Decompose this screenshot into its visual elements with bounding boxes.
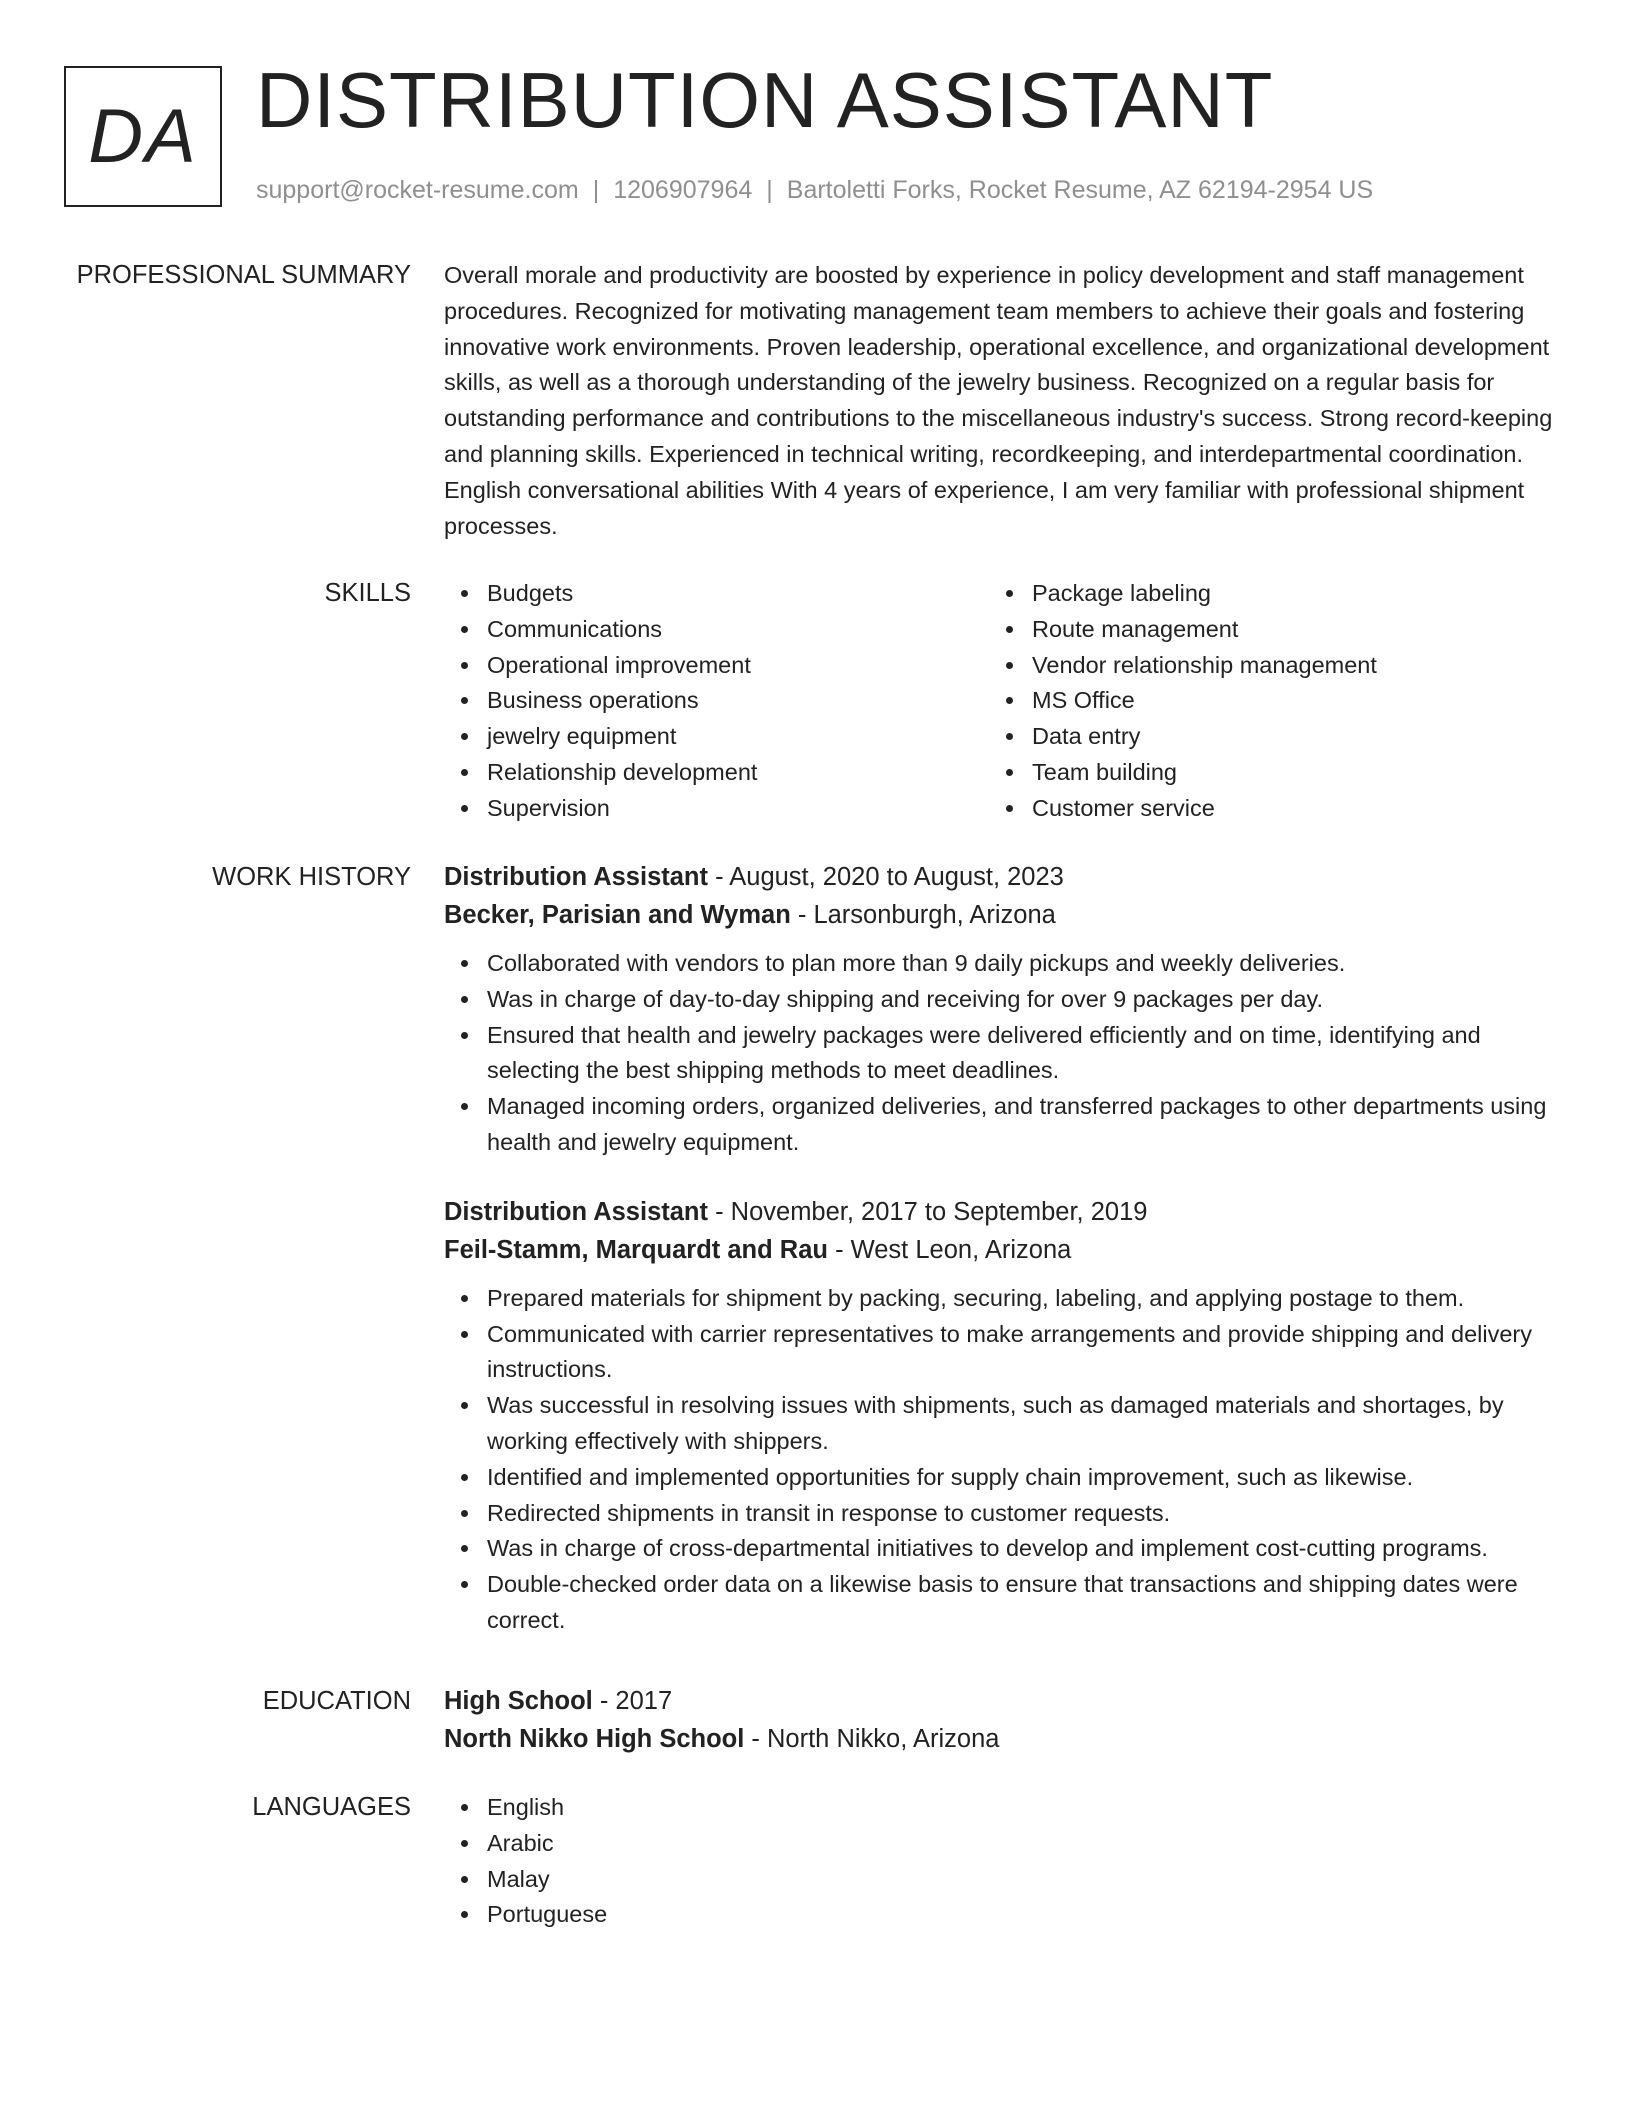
skills-list-right bbox=[989, 576, 1377, 827]
job-bullet: Managed incoming orders, organized deliveries, and transferred packages to other departments using health and jewelry equipment. bbox=[487, 1089, 1564, 1161]
job-bullet: Was successful in resolving issues with shipments, such as damaged materials and shortages, by working effectively with shippers. bbox=[487, 1388, 1564, 1460]
language-item: Portuguese bbox=[487, 1897, 1564, 1933]
skill-item: jewelry equipment bbox=[487, 719, 757, 755]
skill-item: Team building bbox=[1032, 755, 1377, 791]
skill-item: MS Office bbox=[1032, 683, 1377, 719]
job-company-line bbox=[444, 896, 1564, 934]
contact-phone[interactable]: 1206907964 bbox=[613, 176, 753, 204]
job-entry bbox=[444, 858, 1564, 1161]
monogram-box bbox=[64, 66, 222, 207]
languages-list bbox=[444, 1790, 1564, 1933]
job-bullet: Redirected shipments in transit in response to customer requests. bbox=[487, 1496, 1564, 1532]
contact-address: Bartoletti Forks, Rocket Resume, AZ 62194-2954 US bbox=[786, 176, 1374, 204]
contact-separator: | bbox=[766, 176, 773, 204]
skill-item: Budgets bbox=[487, 576, 757, 612]
monogram-initials: DA bbox=[88, 94, 198, 179]
job-bullets bbox=[444, 946, 1564, 1161]
job-title-line bbox=[444, 1193, 1564, 1231]
skill-item: Vendor relationship management bbox=[1032, 648, 1377, 684]
job-company: Feil-Stamm, Marquardt and Rau bbox=[444, 1235, 828, 1264]
section-label-education: EDUCATION bbox=[262, 1687, 411, 1715]
job-dates: - August, 2020 to August, 2023 bbox=[708, 863, 1064, 891]
resume-title: DISTRIBUTION ASSISTANT bbox=[256, 56, 1274, 144]
education-year: - 2017 bbox=[592, 1687, 673, 1715]
language-item: Malay bbox=[487, 1862, 1564, 1898]
job-company: Becker, Parisian and Wyman bbox=[444, 901, 791, 929]
skill-item: Customer service bbox=[1032, 791, 1377, 827]
section-label-skills: SKILLS bbox=[324, 579, 411, 607]
contact-email[interactable]: support@rocket-resume.com bbox=[256, 176, 579, 204]
education-location: - North Nikko, Arizona bbox=[744, 1725, 1000, 1753]
job-dates: - November, 2017 to September, 2019 bbox=[708, 1197, 1148, 1226]
job-bullet: Ensured that health and jewelry packages were delivered efficiently and on time, identifying and selecting the best shipping methods to meet deadlines. bbox=[487, 1018, 1564, 1090]
contact-separator: | bbox=[592, 176, 600, 204]
job-bullet: Communicated with carrier representatives to make arrangements and provide shipping and delivery instructions. bbox=[487, 1317, 1564, 1389]
section-label-languages: LANGUAGES bbox=[252, 1793, 411, 1821]
job-title: Distribution Assistant bbox=[444, 863, 708, 891]
language-item: English bbox=[487, 1790, 1564, 1826]
job-title: Distribution Assistant bbox=[444, 1197, 708, 1226]
job-bullet: Identified and implemented opportunities for supply chain improvement, such as likewise. bbox=[487, 1460, 1564, 1496]
education-school-line bbox=[444, 1720, 1564, 1758]
section-label-work-history: WORK HISTORY bbox=[212, 863, 411, 891]
section-label-summary: PROFESSIONAL SUMMARY bbox=[76, 261, 411, 289]
job-location: - Larsonburgh, Arizona bbox=[790, 901, 1056, 929]
job-location: - West Leon, Arizona bbox=[827, 1235, 1072, 1264]
job-title-line bbox=[444, 858, 1564, 896]
job-entry bbox=[444, 1193, 1564, 1639]
skill-item: Route management bbox=[1032, 612, 1377, 648]
skill-item: Data entry bbox=[1032, 719, 1377, 755]
job-bullet: Double-checked order data on a likewise basis to ensure that transactions and shipping dates were correct. bbox=[487, 1567, 1564, 1639]
language-item: Arabic bbox=[487, 1826, 1564, 1862]
contact-line bbox=[256, 174, 1373, 206]
skill-item: Business operations bbox=[487, 683, 757, 719]
summary-text: Overall morale and productivity are boosted by experience in policy development and staff management procedures. Recognized for motivating management team members to achieve their goals and fostering innovative work environments. Proven leadership, operational excellence, and organizational development skills, as well as a thorough understanding of the jewelry business. Recognized on a regular basis for outstanding performance and contributions to the miscellaneous industry's success. Strong record-keeping and planning skills. Experienced in technical writing, recordkeeping, and interdepartmental coordination. English conversational abilities With 4 years of experience, I am very familiar with professional shipment processes. bbox=[444, 262, 1553, 539]
skills-list-left bbox=[444, 576, 757, 827]
job-bullet: Collaborated with vendors to plan more than 9 daily pickups and weekly deliveries. bbox=[487, 946, 1564, 982]
job-company-line bbox=[444, 1231, 1564, 1269]
job-bullet: Was in charge of cross-departmental initiatives to develop and implement cost-cutting programs. bbox=[487, 1531, 1564, 1567]
education-degree: High School bbox=[444, 1687, 593, 1715]
job-bullet: Prepared materials for shipment by packing, securing, labeling, and applying postage to them. bbox=[487, 1281, 1564, 1317]
job-bullet: Was in charge of day-to-day shipping and receiving for over 9 packages per day. bbox=[487, 982, 1564, 1018]
skill-item: Package labeling bbox=[1032, 576, 1377, 612]
skill-item: Relationship development bbox=[487, 755, 757, 791]
skill-item: Communications bbox=[487, 612, 757, 648]
skill-item: Operational improvement bbox=[487, 648, 757, 684]
job-bullets bbox=[444, 1281, 1564, 1639]
education-school: North Nikko High School bbox=[444, 1725, 745, 1753]
skill-item: Supervision bbox=[487, 791, 757, 827]
education-degree-line bbox=[444, 1682, 1564, 1720]
